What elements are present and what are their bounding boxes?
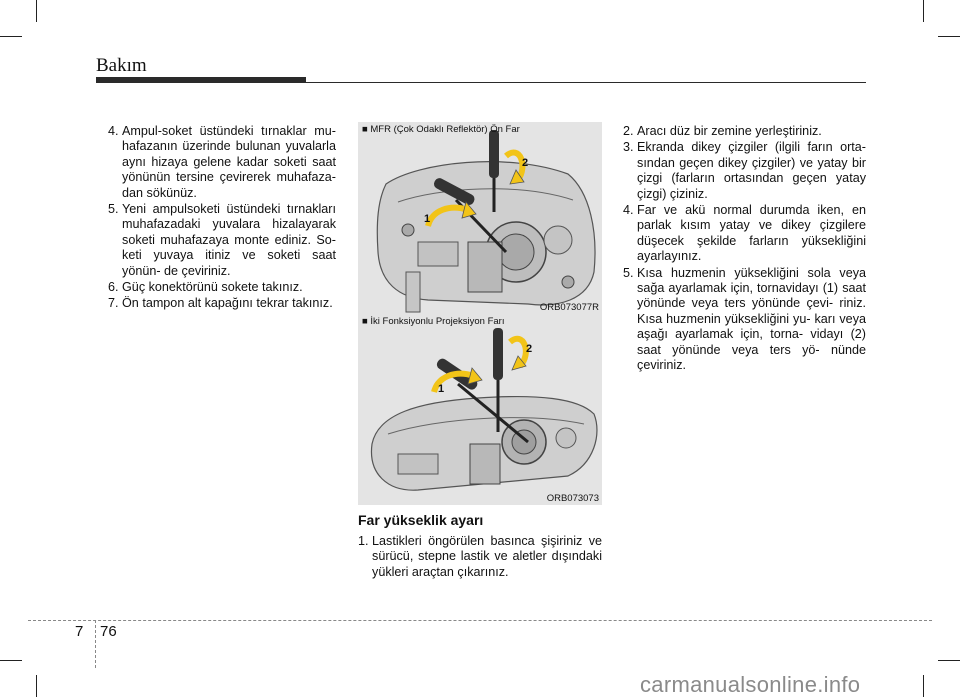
chapter-number: 7 bbox=[75, 623, 84, 640]
step-number: 3. bbox=[623, 140, 638, 155]
watermark[interactable]: carmanualsonline.info bbox=[640, 672, 861, 697]
step-item bbox=[623, 124, 866, 139]
footer-divider bbox=[95, 620, 96, 668]
callout-1: 1 bbox=[438, 383, 445, 395]
section-body bbox=[358, 534, 602, 580]
figure-code: ORB073073 bbox=[546, 493, 599, 504]
step-item bbox=[623, 140, 866, 202]
step-item bbox=[108, 124, 336, 201]
crop-mark bbox=[923, 675, 924, 697]
crop-mark bbox=[0, 36, 22, 37]
section-title: Far yükseklik ayarı bbox=[358, 512, 484, 528]
callout-2: 2 bbox=[526, 343, 533, 355]
step-text: Güç konektörünü sokete takınız. bbox=[122, 280, 303, 295]
crop-mark bbox=[36, 0, 37, 22]
figure-caption: ■ MFR (Çok Odaklı Reflektör) Ön Far bbox=[362, 124, 520, 135]
header-rule bbox=[96, 82, 866, 83]
step-item bbox=[623, 266, 866, 374]
step-item bbox=[108, 296, 336, 311]
step-number: 2. bbox=[623, 124, 638, 138]
right-steps bbox=[623, 124, 866, 375]
step-number: 5. bbox=[108, 202, 123, 217]
crop-mark bbox=[938, 36, 960, 37]
callout-2: 2 bbox=[522, 157, 529, 169]
footer-rule bbox=[28, 620, 932, 621]
crop-mark bbox=[36, 675, 37, 697]
step-number: 4. bbox=[623, 203, 638, 218]
figure-projection-headlamp bbox=[358, 314, 602, 505]
step-text: Yeni ampulsoketi üstündeki tırnakları muhafazadaki yuvalara hizalayarak soketi muhafazaya monte ediniz. So- keti yuvaya itiniz ve soketi saat yönün- de çeviriniz. bbox=[122, 202, 336, 278]
headlamp-illustration bbox=[358, 122, 602, 314]
figure-code: ORB073077R bbox=[539, 302, 599, 313]
step-text: Kısa huzmenin yüksekliğini sola veya sağa ayarlamak için, tornavidayı (1) saat yönünde veya ters yönünde çevi- riniz. Kısa huzmenin yüksekliğini yu- karı veya aşağı ayarlamak için, torna- vidayı (2) saat yönünde veya ters yö- nünde çeviriniz. bbox=[637, 265, 866, 373]
callout-1: 1 bbox=[424, 213, 431, 225]
step-text: Far ve akü normal durumda iken, en parlak kısım yatay ve dikey çizgilere düşecek şekilde farların yüksekliğini ayarlayınız. bbox=[637, 203, 866, 264]
page-title: Bakım bbox=[96, 55, 147, 76]
step-number: 7. bbox=[108, 296, 123, 311]
crop-mark bbox=[0, 660, 22, 661]
step-item bbox=[623, 203, 866, 265]
step-item bbox=[108, 202, 336, 279]
step-text: Ön tampon alt kapağını tekrar takınız. bbox=[122, 296, 333, 311]
crop-mark bbox=[938, 660, 960, 661]
figure-mfr-headlamp bbox=[358, 122, 602, 314]
step-item bbox=[108, 280, 336, 295]
step-number: 5. bbox=[623, 265, 638, 280]
step-text: Ampul-soket üstündeki tırnaklar mu- hafazanın üzerinde bulunan yuvalarla aynı hizaya gelene kadar soketi saat yönünün tersine çevirerek muhafaza- dan sökünüz. bbox=[122, 124, 336, 200]
step-number: 4. bbox=[108, 124, 123, 138]
step-text: Ekranda dikey çizgiler (ilgili farın orta- sından geçen dikey çizgiler) ve yatay bir çizgi (farların ortasından geçen yatay çizgi) çiziniz. bbox=[637, 140, 866, 201]
step-text: Aracı düz bir zemine yerleştiriniz. bbox=[637, 124, 822, 138]
step-item bbox=[358, 534, 602, 580]
page-number: 76 bbox=[100, 623, 117, 640]
step-text: Lastikleri öngörülen basınca şişiriniz ve sürücü, stepne lastik ve aletler dışındaki yükleri araçtan çıkarınız. bbox=[372, 534, 602, 579]
left-steps bbox=[108, 124, 336, 313]
crop-mark bbox=[923, 0, 924, 22]
step-number: 6. bbox=[108, 280, 123, 295]
figure-caption: ■ İki Fonksiyonlu Projeksiyon Farı bbox=[362, 316, 505, 327]
headlamp-illustration bbox=[358, 314, 602, 505]
step-number: 1. bbox=[358, 534, 373, 548]
